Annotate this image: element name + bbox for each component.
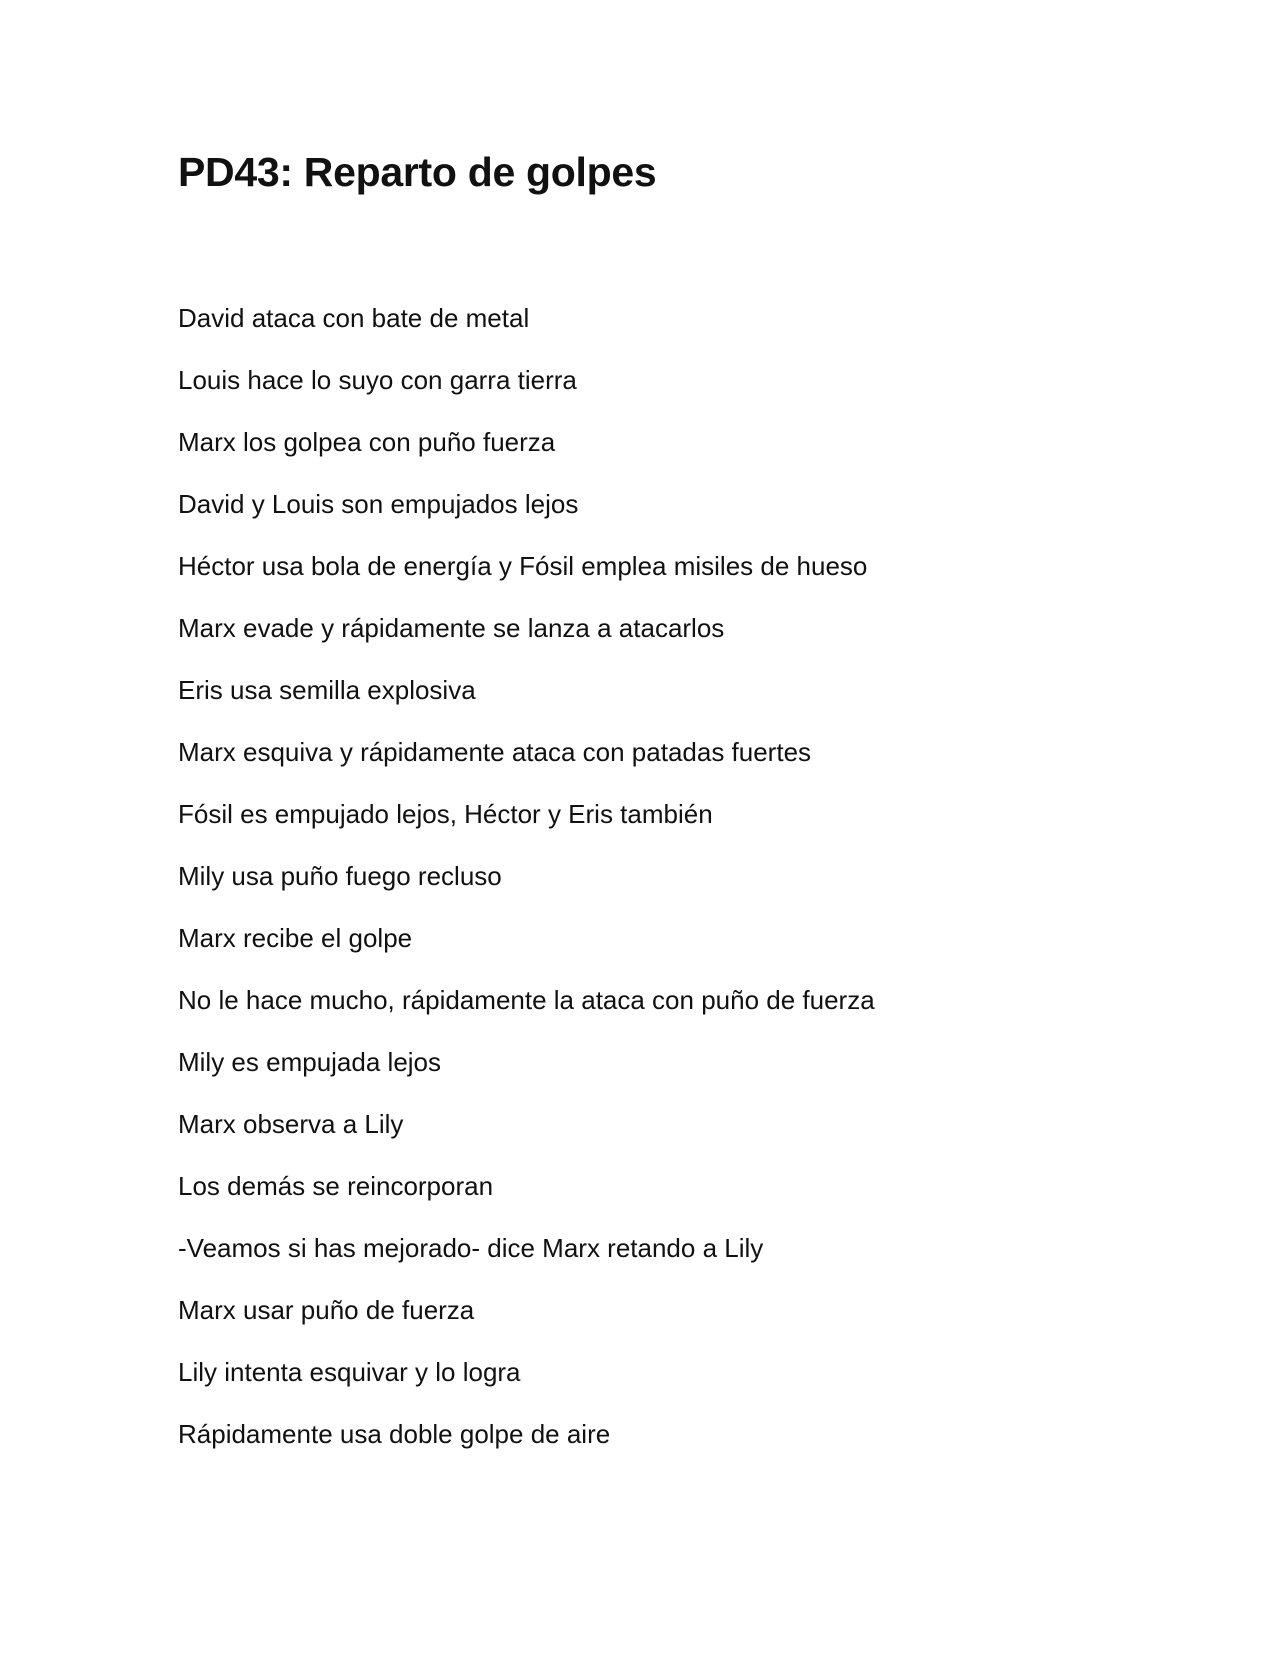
document-body (178, 300, 875, 1478)
document-title: PD43: Reparto de golpes (178, 149, 657, 195)
paragraph-line: Marx recibe el golpe (178, 923, 413, 953)
paragraph-line: Los demás se reincorporan (178, 1171, 494, 1201)
paragraph-line: Rápidamente usa doble golpe de aire (178, 1419, 611, 1449)
paragraph-line: David y Louis son empujados lejos (178, 489, 579, 519)
paragraph-line: Marx los golpea con puño fuerza (178, 427, 556, 457)
paragraph-line: Marx usar puño de fuerza (178, 1295, 475, 1325)
paragraph-line: Mily usa puño fuego recluso (178, 861, 502, 891)
paragraph-line: Marx observa a Lily (178, 1109, 404, 1139)
paragraph-line: Héctor usa bola de energía y Fósil emplea misiles de hueso (178, 551, 868, 581)
paragraph-line: Mily es empujada lejos (178, 1047, 442, 1077)
paragraph-line: Marx esquiva y rápidamente ataca con patadas fuertes (178, 737, 812, 767)
paragraph-line: David ataca con bate de metal (178, 303, 530, 333)
paragraph-line: No le hace mucho, rápidamente la ataca con puño de fuerza (178, 985, 875, 1015)
paragraph-line: Marx evade y rápidamente se lanza a atacarlos (178, 613, 725, 643)
paragraph-line: Eris usa semilla explosiva (178, 675, 476, 705)
paragraph-line: Louis hace lo suyo con garra tierra (178, 365, 577, 395)
paragraph-line: -Veamos si has mejorado- dice Marx retando a Lily (178, 1233, 764, 1263)
paragraph-line: Lily intenta esquivar y lo logra (178, 1357, 521, 1387)
paragraph-line: Fósil es empujado lejos, Héctor y Eris también (178, 799, 713, 829)
